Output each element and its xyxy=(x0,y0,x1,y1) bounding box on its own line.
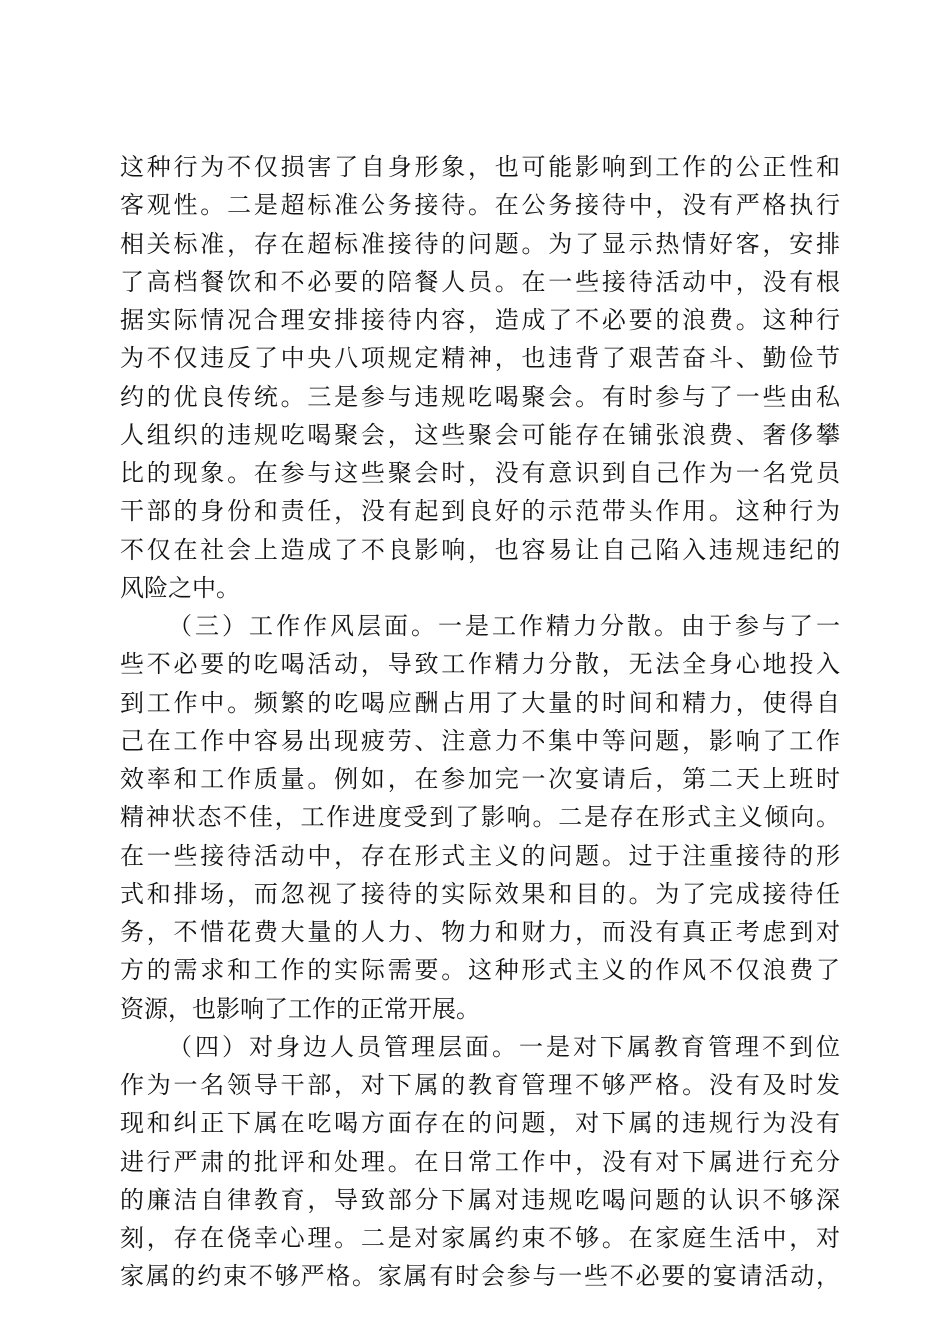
text-line: 客观性。二是超标准公务接待。在公务接待中，没有严格执行 xyxy=(120,191,840,220)
text-line: 干部的身份和责任，没有起到良好的示范带头作用。这种行为 xyxy=(120,497,840,526)
text-line: 方的需求和工作的实际需要。这种形式主义的作风不仅浪费了 xyxy=(120,956,840,985)
text-line: 到工作中。频繁的吃喝应酬占用了大量的时间和精力，使得自 xyxy=(120,688,840,717)
text-line: 为不仅违反了中央八项规定精神，也违背了艰苦奋斗、勤俭节 xyxy=(120,344,840,373)
text-line: 不仅在社会上造成了不良影响，也容易让自己陷入违规违纪的 xyxy=(120,535,840,564)
paragraph-heading-line: （四）对身边人员管理层面。一是对下属教育管理不到位 xyxy=(168,1032,840,1061)
text-line: 据实际情况合理安排接待内容，造成了不必要的浪费。这种行 xyxy=(120,306,840,334)
text-line: 家属的约束不够严格。家属有时会参与一些不必要的宴请活动， xyxy=(120,1262,840,1291)
text-line: 风险之中。 xyxy=(120,573,240,602)
text-line: 作为一名领导干部，对下属的教育管理不够严格。没有及时发 xyxy=(120,1071,840,1099)
text-line: 精神状态不佳，工作进度受到了影响。二是存在形式主义倾向。 xyxy=(120,803,840,832)
text-line: 相关标准，存在超标准接待的问题。为了显示热情好客，安排 xyxy=(120,229,840,258)
text-line: 的廉洁自律教育，导致部分下属对违规吃喝问题的认识不够深 xyxy=(120,1185,840,1214)
text-line: 了高档餐饮和不必要的陪餐人员。在一些接待活动中，没有根 xyxy=(120,267,840,296)
text-line: 刻，存在侥幸心理。二是对家属约束不够。在家庭生活中，对 xyxy=(120,1224,840,1252)
text-line: 现和纠正下属在吃喝方面存在的问题，对下属的违规行为没有 xyxy=(120,1109,840,1138)
text-line: 效率和工作质量。例如，在参加完一次宴请后，第二天上班时 xyxy=(120,765,840,793)
text-line: 己在工作中容易出现疲劳、注意力不集中等问题，影响了工作 xyxy=(120,726,840,755)
text-line: 在一些接待活动中，存在形式主义的问题。过于注重接待的形 xyxy=(120,841,840,870)
text-line: 资源，也影响了工作的正常开展。 xyxy=(120,994,480,1023)
paragraph-heading-line: （三）工作作风层面。一是工作精力分散。由于参与了一 xyxy=(168,612,840,640)
text-line: 进行严肃的批评和处理。在日常工作中，没有对下属进行充分 xyxy=(120,1147,840,1176)
text-line: 些不必要的吃喝活动，导致工作精力分散，无法全身心地投入 xyxy=(120,650,840,679)
text-line: 这种行为不仅损害了自身形象，也可能影响到工作的公正性和 xyxy=(120,153,840,181)
body-text xyxy=(120,148,840,1296)
text-line: 式和排场，而忽视了接待的实际效果和目的。为了完成接待任 xyxy=(120,879,840,908)
text-line: 务，不惜花费大量的人力、物力和财力，而没有真正考虑到对 xyxy=(120,918,840,946)
text-line: 约的优良传统。三是参与违规吃喝聚会。有时参与了一些由私 xyxy=(120,382,840,411)
text-line: 人组织的违规吃喝聚会，这些聚会可能存在铺张浪费、奢侈攀 xyxy=(120,420,840,449)
text-line: 比的现象。在参与这些聚会时，没有意识到自己作为一名党员 xyxy=(120,459,840,487)
